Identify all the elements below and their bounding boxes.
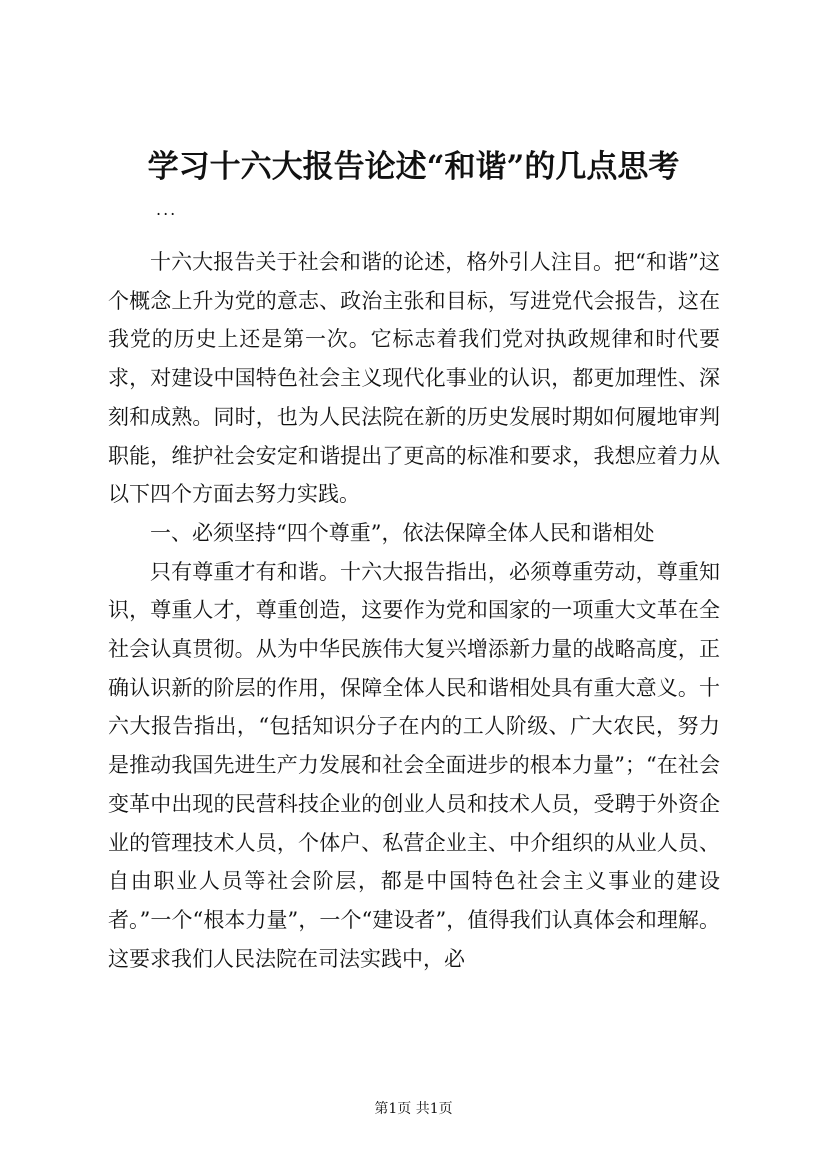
ellipsis-mark: ...: [156, 200, 178, 219]
section-heading-1: 一、必须坚持“四个尊重”，依法保障全体人民和谐相处: [150, 520, 655, 545]
paragraph-intro: 十六大报告关于社会和谐的论述，格外引人注目。把“和谐”这个概念上升为党的意志、政治主张和目标，写进党代会报告，这在我党的历史上还是第一次。它标志着我们党对执政规律和时代要求，对建设中国特色社会主义现代化事业的认识，都更加理性、深刻和成熟。同时，也为人民法院在新的历史发展时期如何履地审判职能，维护社会安定和谐提出了更高的标准和要求，我想应着力从以下四个方面去努力实践。: [108, 250, 720, 507]
document-title: 学习十六大报告论述“和谐”的几点思考: [147, 149, 680, 185]
paragraph-section-1: 只有尊重才有和谐。十六大报告指出，必须尊重劳动，尊重知识，尊重人才，尊重创造，这要作为党和国家的一项重大文革在全社会认真贯彻。从为中华民族伟大复兴增添新力量的战略高度，正确认识新的阶层的作用，保障全体人民和谐相处具有重大意义。十六大报告指出，“包括知识分子在内的工人阶级、广大农民，努力是推动我国先进生产力发展和社会全面进步的根本力量”；“在社会变革中出现的民营科技企业的创业人员和技术人员，受聘于外资企业的管理技术人员，个体户、私营企业主、中介组织的从业人员、自由职业人员等社会阶层，都是中国特色社会主义事业的建设者。”一个“根本力量”，一个“建设者”，值得我们认真体会和理解。这要求我们人民法院在司法实践中，必: [108, 559, 720, 971]
page-footer: 第1页 共1页: [374, 1101, 453, 1117]
document-body: [108, 243, 720, 978]
